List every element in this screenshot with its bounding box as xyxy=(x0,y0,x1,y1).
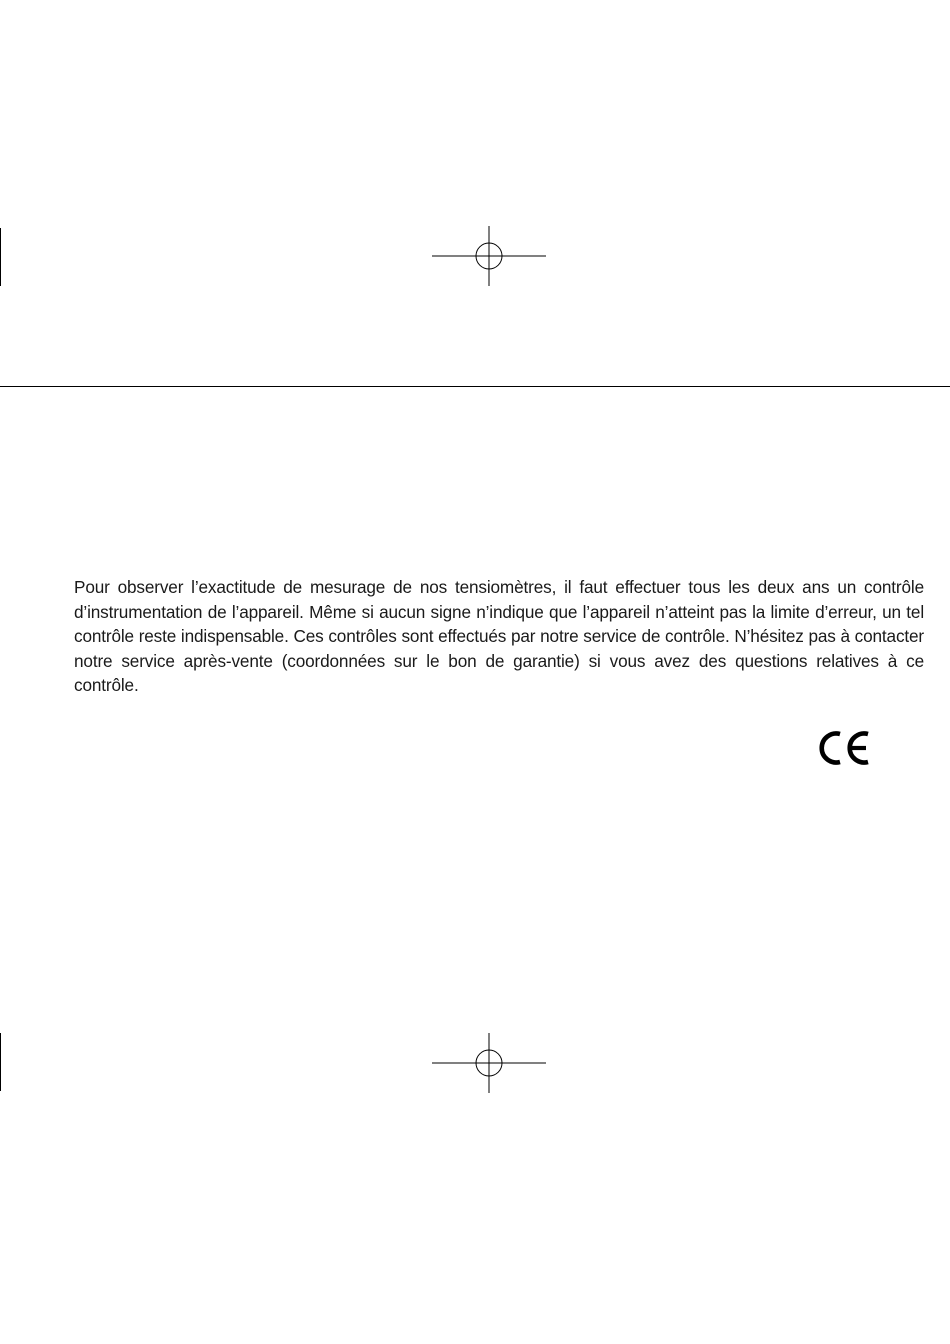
registration-crosshair-icon xyxy=(432,226,546,286)
ce-conformity-mark-icon xyxy=(818,728,874,768)
registration-crosshair-icon xyxy=(432,1033,546,1093)
calibration-notice-paragraph: Pour observer l’exactitude de mesurage de nos tensiomètres, il faut effectuer tous les deux ans un contrôle d’instrumentation de l’appareil. Même si aucun signe n’indique que l’appareil n’atteint pas la limite d’erreur, un tel contrôle reste indispensable. Ces contrôles sont effectués par notre service de contrôle. N’hésitez pas à contacter notre service après-vente (coordonnées sur le bon de garantie) si vous avez des questions relatives à ce contrôle. xyxy=(74,577,924,695)
crop-mark-left-bottom xyxy=(0,1033,1,1091)
horizontal-fold-rule xyxy=(0,386,950,387)
crop-mark-left-top xyxy=(0,228,1,286)
